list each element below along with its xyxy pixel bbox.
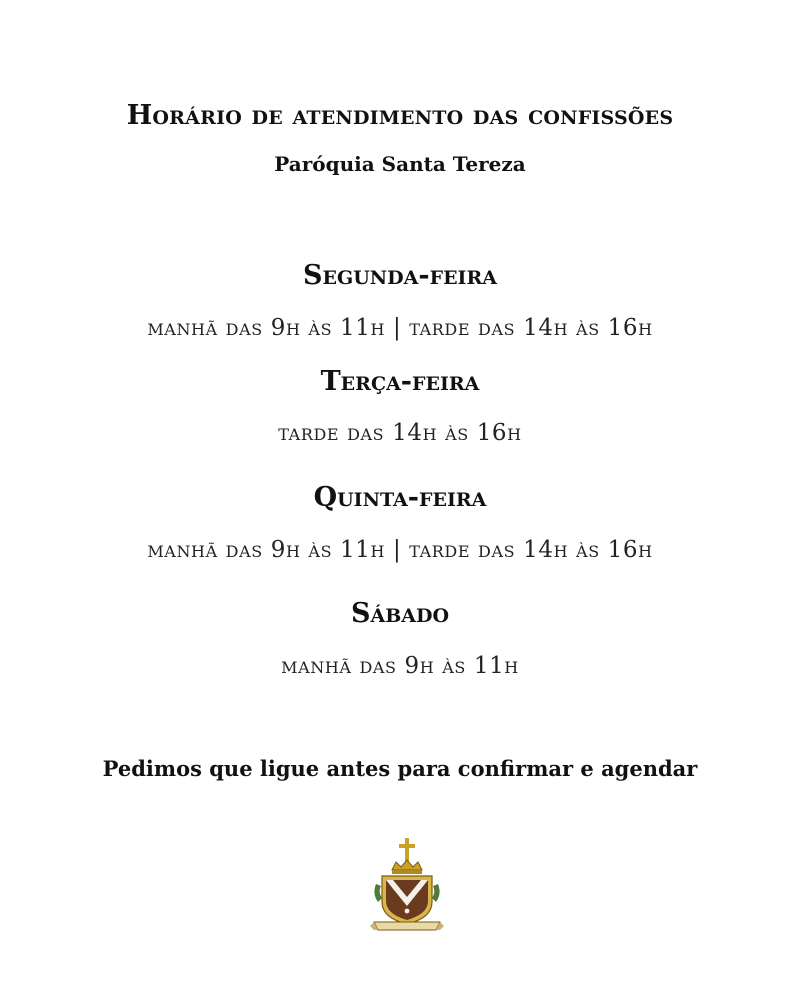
hours-saturday: manhã das 9h às 11h	[281, 653, 519, 679]
day-heading-thursday: Quinta-feira	[313, 482, 487, 513]
hours-thursday: manhã das 9h às 11h | tarde das 14h às 16h	[147, 537, 653, 563]
day-heading-tuesday: Terça-feira	[320, 366, 480, 397]
parish-name: Paróquia Santa Tereza	[274, 152, 526, 176]
hours-monday: manhã das 9h às 11h | tarde das 14h às 16h	[147, 315, 653, 341]
call-ahead-notice: Pedimos que ligue antes para confirmar e agendar	[102, 756, 698, 781]
day-heading-monday: Segunda-feira	[303, 260, 497, 291]
hours-tuesday: tarde das 14h às 16h	[278, 420, 522, 446]
carmelite-coat-of-arms-icon	[368, 836, 446, 934]
day-heading-saturday: Sábado	[350, 598, 450, 629]
page-title: Horário de atendimento das confissões	[126, 100, 674, 131]
